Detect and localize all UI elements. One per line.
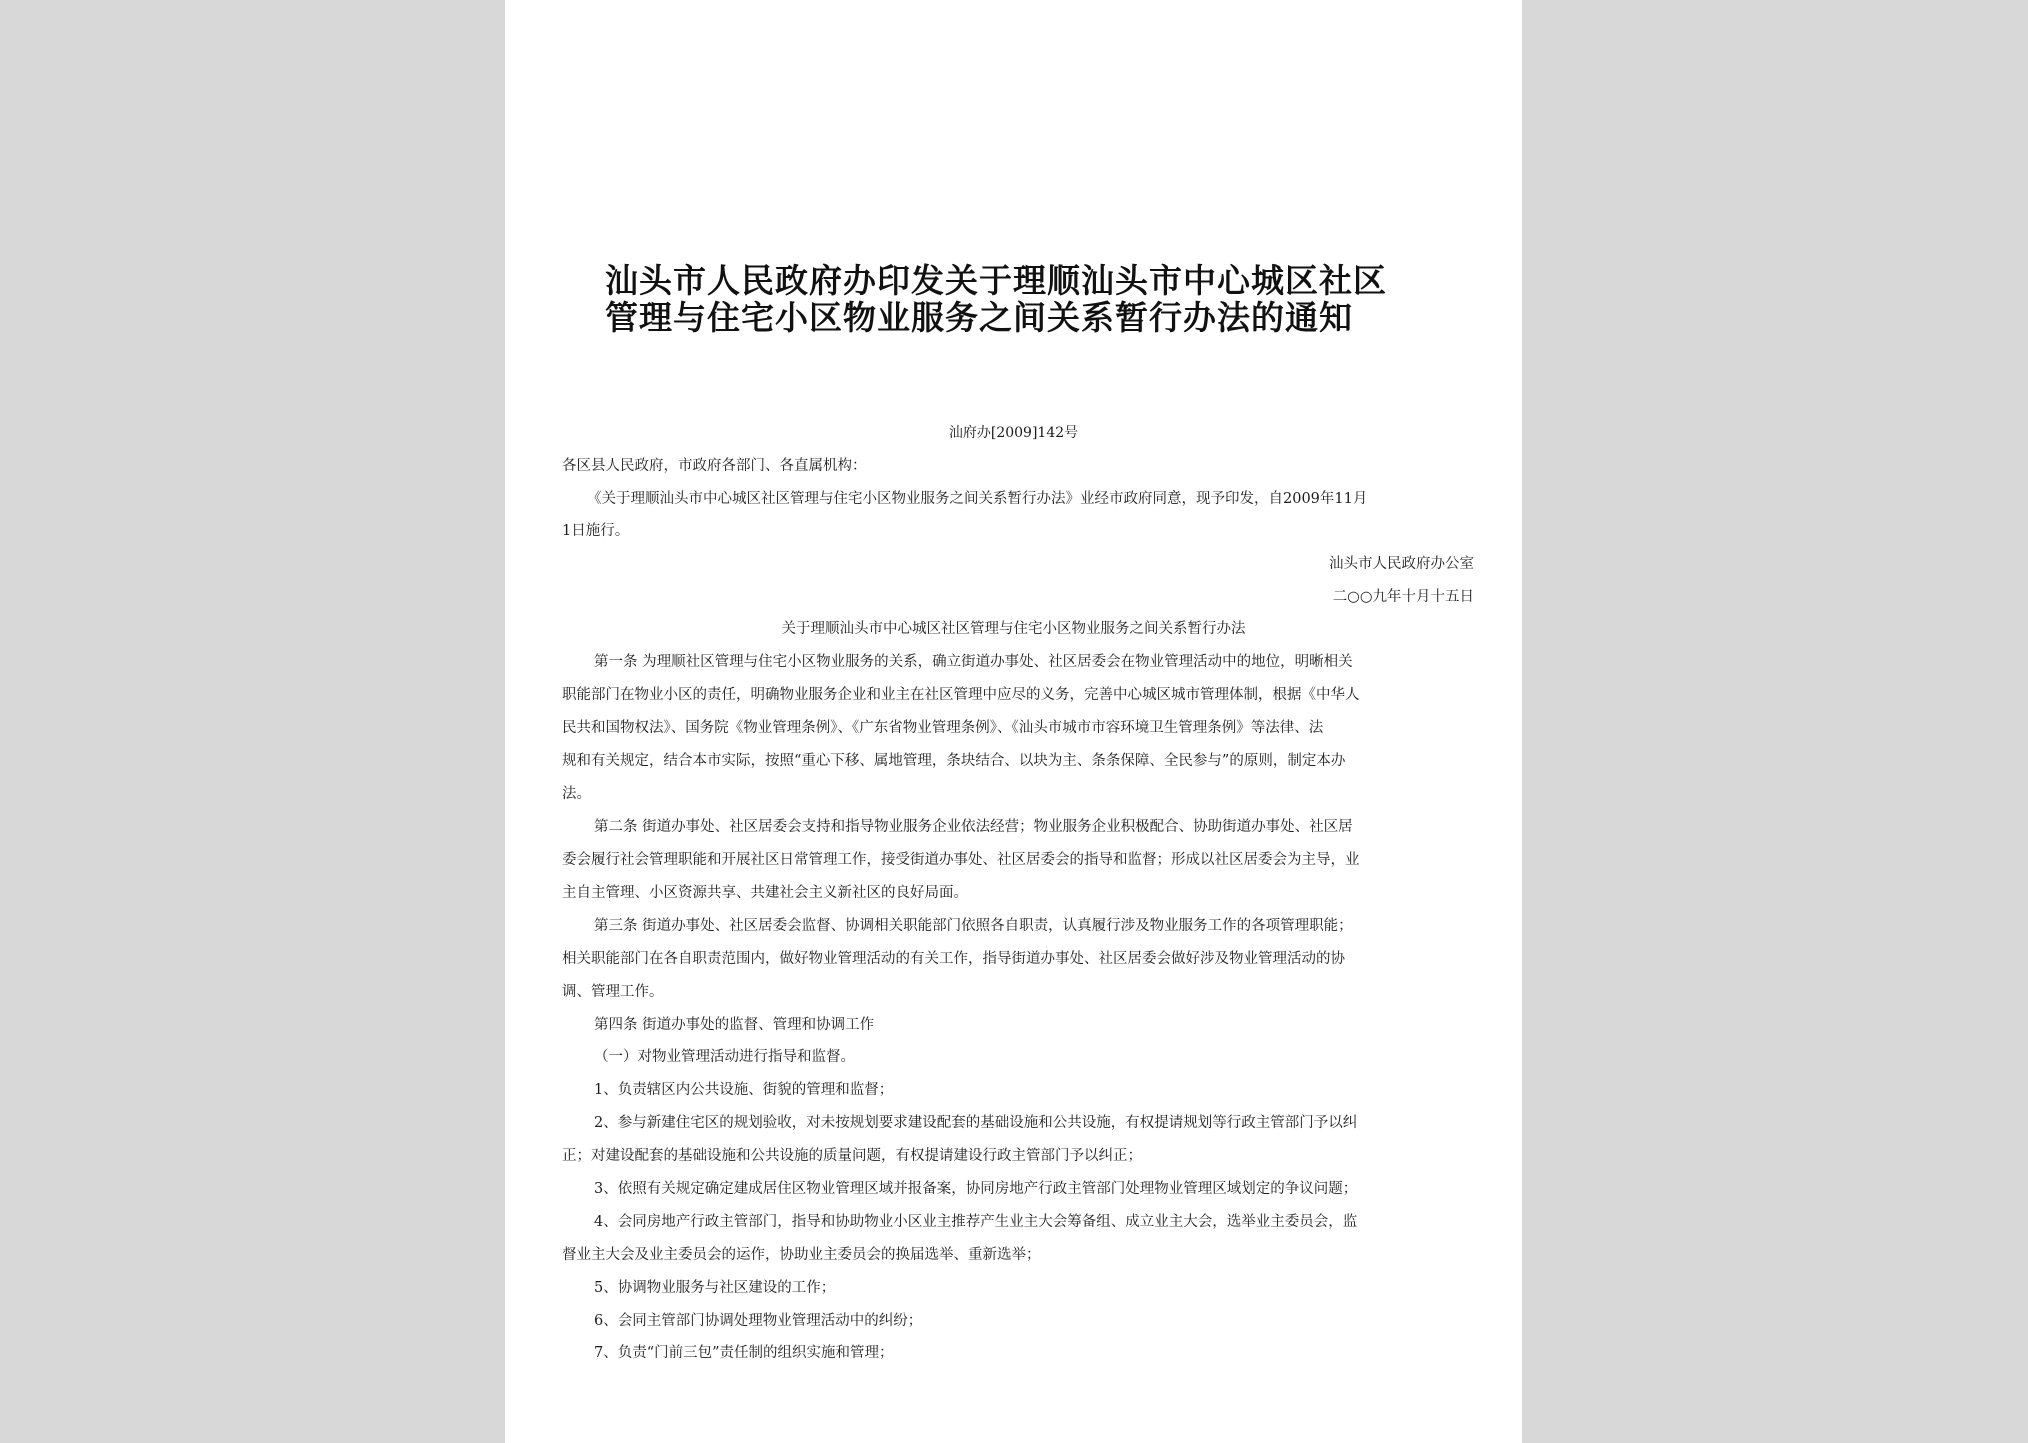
article-3-line-2: 相关职能部门在各自职责范围内，做好物业管理活动的有关工作，指导街道办事处、社区居委会做好涉及物业管理活动的协: [562, 951, 1345, 967]
item-2-line-1: 2、参与新建住宅区的规划验收，对未按规划要求建设配套的基础设施和公共设施，有权提请规划等行政主管部门予以纠: [594, 1115, 1358, 1131]
title-line-2: 管理与住宅小区物业服务之间关系暂行办法的通知: [605, 298, 1353, 337]
issuer: 汕头市人民政府办公室: [1329, 556, 1474, 572]
article-1-line-1: 第一条 为理顺社区管理与住宅小区物业服务的关系，确立街道办事处、社区居委会在物业管理活动中的地位，明晰相关: [594, 654, 1353, 670]
item-6: 6、会同主管部门协调处理物业管理活动中的纠纷；: [594, 1313, 923, 1329]
item-1: 1、负责辖区内公共设施、街貌的管理和监督；: [594, 1082, 894, 1098]
article-1-line-3: 民共和国物权法》、国务院《物业管理条例》、《广东省物业管理条例》、《汕头市城市市容环境卫生管理条例》等法律、法: [562, 720, 1324, 736]
article-4-subsection-1: （一）对物业管理活动进行指导和监督。: [594, 1049, 855, 1065]
title-line-1: 汕头市人民政府办印发关于理顺汕头市中心城区社区: [605, 261, 1387, 300]
document-number: 汕府办[2009]142号: [948, 425, 1079, 441]
article-4-heading: 第四条 街道办事处的监督、管理和协调工作: [594, 1017, 875, 1033]
article-1-line-5: 法。: [562, 786, 591, 802]
item-2-line-2: 正；对建设配套的基础设施和公共设施的质量问题，有权提请建设行政主管部门予以纠正；: [562, 1148, 1142, 1164]
addressee: 各区县人民政府，市政府各部门、各直属机构：: [562, 458, 867, 474]
annex-title: 关于理顺汕头市中心城区社区管理与住宅小区物业服务之间关系暂行办法: [781, 621, 1246, 637]
article-2-line-3: 主自主管理、小区资源共享、共建社会主义新社区的良好局面。: [562, 885, 968, 901]
article-2-line-1: 第二条 街道办事处、社区居委会支持和指导物业服务企业依法经营；物业服务企业积极配合、协助街道办事处、社区居: [594, 819, 1353, 835]
issue-date: 二○○九年十月十五日: [1332, 589, 1474, 605]
intro-line-1: 《关于理顺汕头市中心城区社区管理与住宅小区物业服务之间关系暂行办法》业经市政府同意，现予印发，自2009年11月: [587, 491, 1368, 507]
document-title: [605, 262, 1425, 336]
article-1-line-4: 规和有关规定，结合本市实际，按照“重心下移、属地管理，条块结合、以块为主、条条保障、全民参与”的原则，制定本办: [562, 753, 1346, 769]
article-3-line-3: 调、管理工作。: [562, 984, 664, 1000]
item-5: 5、协调物业服务与社区建设的工作；: [594, 1280, 836, 1296]
item-7: 7、负责“门前三包”责任制的组织实施和管理；: [594, 1345, 894, 1361]
item-3: 3、依照有关规定确定建成居住区物业管理区域并报备案，协同房地产行政主管部门处理物业管理区域划定的争议问题；: [594, 1181, 1358, 1197]
item-4-line-2: 督业主大会及业主委员会的运作，协助业主委员会的换届选举、重新选举；: [562, 1247, 1041, 1263]
document-page: [505, 0, 1522, 1443]
article-2-line-2: 委会履行社会管理职能和开展社区日常管理工作，接受街道办事处、社区居委会的指导和监督；形成以社区居委会为主导，业: [562, 852, 1360, 868]
intro-line-2: 1日施行。: [562, 523, 630, 539]
article-1-line-2: 职能部门在物业小区的责任，明确物业服务企业和业主在社区管理中应尽的义务，完善中心城区城市管理体制，根据《中华人: [562, 687, 1360, 703]
article-3-line-1: 第三条 街道办事处、社区居委会监督、协调相关职能部门依照各自职责，认真履行涉及物业服务工作的各项管理职能；: [594, 918, 1353, 934]
item-4-line-1: 4、会同房地产行政主管部门，指导和协助物业小区业主推荐产生业主大会筹备组、成立业主大会，选举业主委员会，监: [594, 1214, 1358, 1230]
